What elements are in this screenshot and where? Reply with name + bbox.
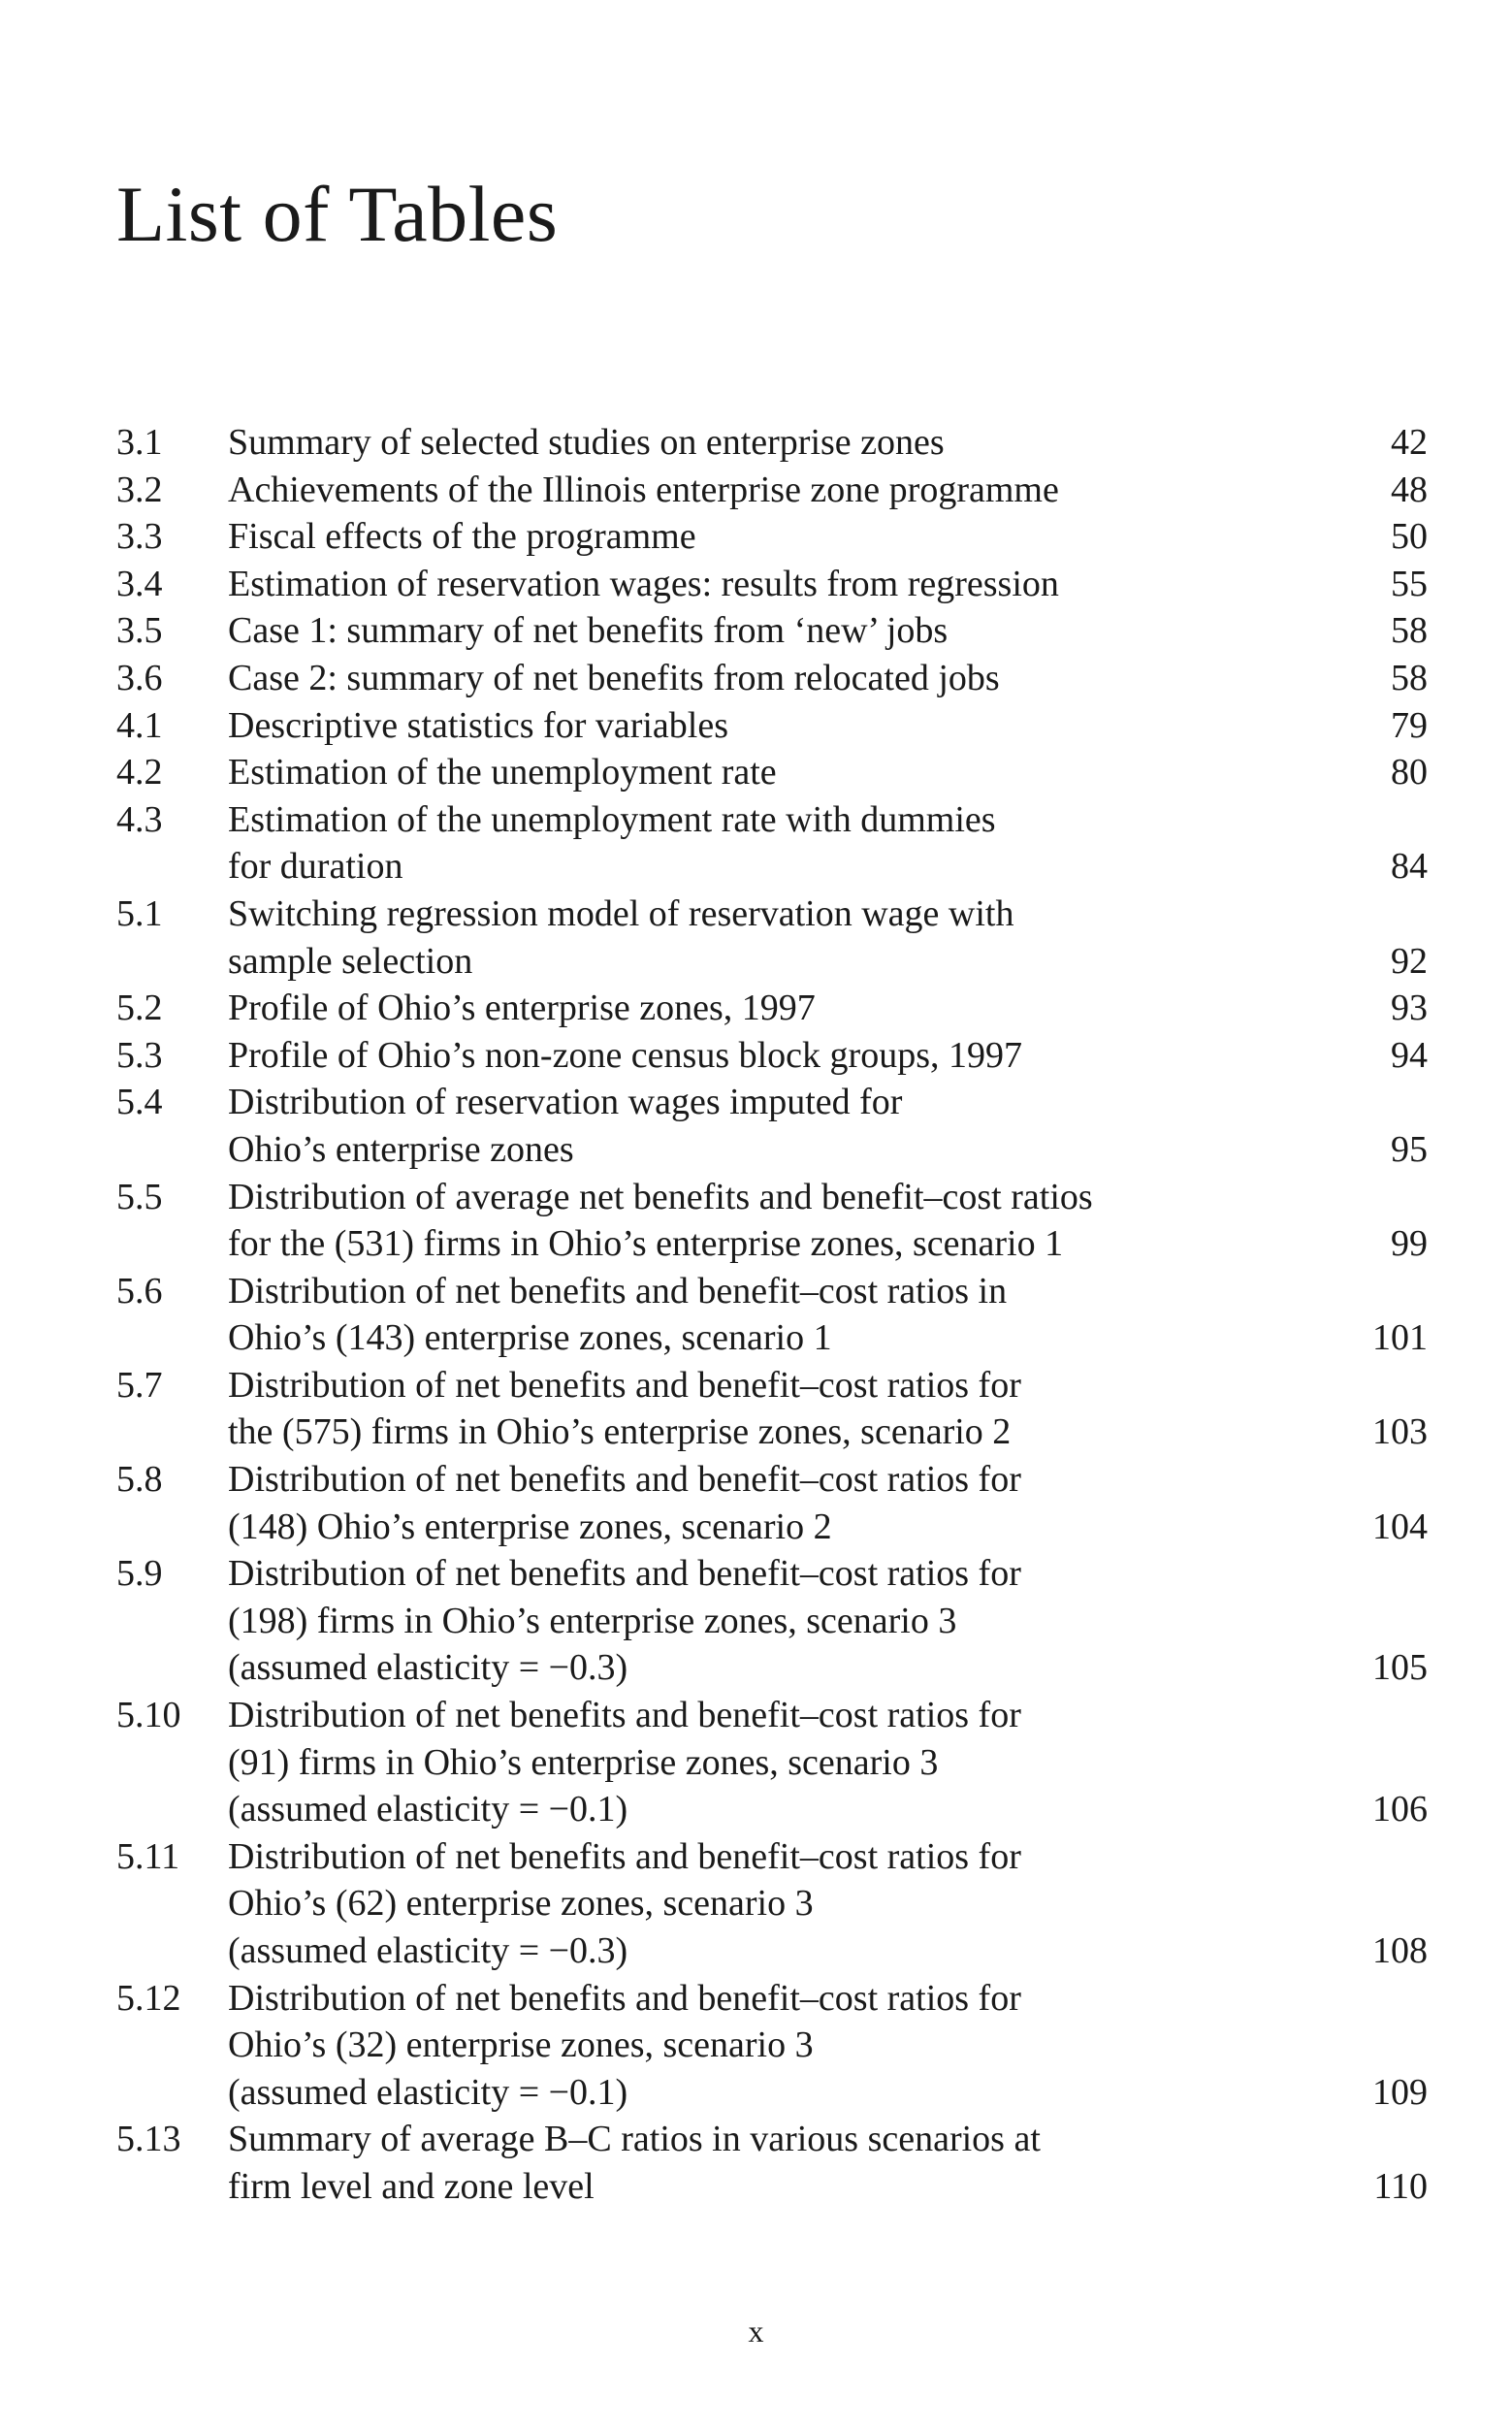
- table-caption: Case 2: summary of net benefits from relocated jobs: [228, 657, 1000, 698]
- page-reference: 99: [1391, 1223, 1428, 1265]
- table-number: 4.3: [116, 798, 163, 840]
- table-number: 3.4: [116, 563, 163, 604]
- table-caption: Distribution of net benefits and benefit–cost ratios for Ohio’s (62) enterprise zones, scenario 3 (assumed elasticity = −0.3): [228, 1835, 1021, 1971]
- table-list-entry[interactable]: [116, 749, 1428, 796]
- table-number: 5.4: [116, 1082, 163, 1123]
- table-list-entry[interactable]: [116, 1833, 1428, 1975]
- page-reference: 94: [1391, 1034, 1428, 1076]
- table-number: 4.2: [116, 752, 163, 793]
- page-reference: 92: [1391, 940, 1428, 982]
- table-caption: Estimation of the unemployment rate: [228, 752, 777, 793]
- table-caption: Switching regression model of reservation wage with sample selection: [228, 892, 1014, 982]
- page-reference: 42: [1391, 422, 1428, 463]
- table-number: 3.1: [116, 422, 163, 463]
- page-reference: 95: [1391, 1128, 1428, 1170]
- table-list-entry[interactable]: [116, 1032, 1428, 1080]
- table-number: 5.6: [116, 1270, 163, 1312]
- table-list-entry[interactable]: [116, 467, 1428, 514]
- table-list-entry[interactable]: [116, 1079, 1428, 1173]
- table-number: 5.1: [116, 892, 163, 934]
- table-caption: Distribution of net benefits and benefit–cost ratios for the (575) firms in Ohio’s enterprise zones, scenario 2: [228, 1364, 1021, 1453]
- table-number: 5.7: [116, 1364, 163, 1406]
- page-reference: 109: [1372, 2071, 1428, 2113]
- table-list-entry[interactable]: [116, 1174, 1428, 1268]
- page-reference: 79: [1391, 704, 1428, 746]
- table-number: 5.5: [116, 1176, 163, 1217]
- page-reference: 80: [1391, 752, 1428, 793]
- table-list-entry[interactable]: [116, 1692, 1428, 1833]
- table-number: 5.12: [116, 1977, 181, 2019]
- table-number: 5.11: [116, 1835, 180, 1877]
- table-list-entry[interactable]: [116, 1975, 1428, 2117]
- page-reference: 50: [1391, 516, 1428, 558]
- page-reference: 106: [1372, 1789, 1428, 1830]
- table-list-entry[interactable]: [116, 419, 1428, 467]
- table-list-entry[interactable]: [116, 1268, 1428, 1362]
- table-list-entry[interactable]: [116, 1550, 1428, 1692]
- table-number: 5.3: [116, 1034, 163, 1076]
- table-caption: Descriptive statistics for variables: [228, 704, 729, 746]
- table-number: 3.6: [116, 657, 163, 698]
- page-title: List of Tables: [116, 170, 559, 258]
- table-number: 5.10: [116, 1695, 181, 1736]
- table-list-entry[interactable]: [116, 607, 1428, 655]
- table-list-entry[interactable]: [116, 513, 1428, 561]
- table-list-entry[interactable]: [116, 985, 1428, 1032]
- table-caption: Distribution of net benefits and benefit–cost ratios for Ohio’s (32) enterprise zones, scenario 3 (assumed elasticity = −0.1): [228, 1977, 1021, 2113]
- table-caption: Profile of Ohio’s non-zone census block groups, 1997: [228, 1034, 1022, 1076]
- table-list-entry[interactable]: [116, 702, 1428, 750]
- table-list-entry[interactable]: [116, 2116, 1428, 2210]
- table-caption: Distribution of net benefits and benefit–cost ratios for (148) Ohio’s enterprise zones, scenario 2: [228, 1459, 1021, 1547]
- page-reference: 55: [1391, 563, 1428, 604]
- table-caption: Distribution of reservation wages imputed for Ohio’s enterprise zones: [228, 1082, 903, 1170]
- table-caption: Summary of average B–C ratios in various scenarios at firm level and zone level: [228, 2119, 1041, 2207]
- table-caption: Distribution of net benefits and benefit–cost ratios for (91) firms in Ohio’s enterprise zones, scenario 3 (assumed elasticity = −0.1): [228, 1695, 1021, 1830]
- page-reference: 58: [1391, 610, 1428, 652]
- table-number: 5.9: [116, 1553, 163, 1595]
- table-caption: Distribution of net benefits and benefit–cost ratios in Ohio’s (143) enterprise zones, scenario 1: [228, 1270, 1008, 1359]
- table-number: 5.13: [116, 2119, 181, 2160]
- page-reference: 104: [1372, 1506, 1428, 1547]
- table-list-entry[interactable]: [116, 891, 1428, 985]
- table-list-entry[interactable]: [116, 796, 1428, 891]
- table-number: 5.2: [116, 988, 163, 1029]
- table-list-entry[interactable]: [116, 561, 1428, 608]
- page-reference: 101: [1372, 1317, 1428, 1359]
- table-list: [116, 419, 1428, 2211]
- page-reference: 93: [1391, 988, 1428, 1029]
- table-caption: Fiscal effects of the programme: [228, 516, 696, 558]
- page-reference: 58: [1391, 657, 1428, 698]
- table-number: 3.3: [116, 516, 163, 558]
- table-caption: Estimation of the unemployment rate with dummies for duration: [228, 798, 996, 888]
- table-caption: Profile of Ohio’s enterprise zones, 1997: [228, 988, 816, 1029]
- page-reference: 110: [1373, 2165, 1428, 2207]
- page-reference: 108: [1372, 1930, 1428, 1971]
- table-caption: Summary of selected studies on enterprise zones: [228, 422, 945, 463]
- table-number: 4.1: [116, 704, 163, 746]
- table-caption: Case 1: summary of net benefits from ‘new’ jobs: [228, 610, 949, 652]
- table-caption: Distribution of net benefits and benefit–cost ratios for (198) firms in Ohio’s enterprise zones, scenario 3 (assumed elasticity = −0.3): [228, 1553, 1021, 1689]
- page-reference: 105: [1372, 1647, 1428, 1689]
- table-list-entry[interactable]: [116, 1362, 1428, 1456]
- table-caption: Estimation of reservation wages: results from regression: [228, 563, 1059, 604]
- table-list-entry[interactable]: [116, 655, 1428, 702]
- table-number: 3.5: [116, 610, 163, 652]
- table-caption: Achievements of the Illinois enterprise zone programme: [228, 469, 1059, 510]
- page-reference: 103: [1372, 1411, 1428, 1453]
- table-list-entry[interactable]: [116, 1456, 1428, 1550]
- table-caption: Distribution of average net benefits and benefit–cost ratios for the (531) firms in Ohio’s enterprise zones, scenario 1: [228, 1176, 1093, 1265]
- page-reference: 84: [1391, 846, 1428, 888]
- page-reference: 48: [1391, 469, 1428, 510]
- table-number: 3.2: [116, 469, 163, 510]
- table-number: 5.8: [116, 1459, 163, 1501]
- page-number: x: [748, 2314, 764, 2348]
